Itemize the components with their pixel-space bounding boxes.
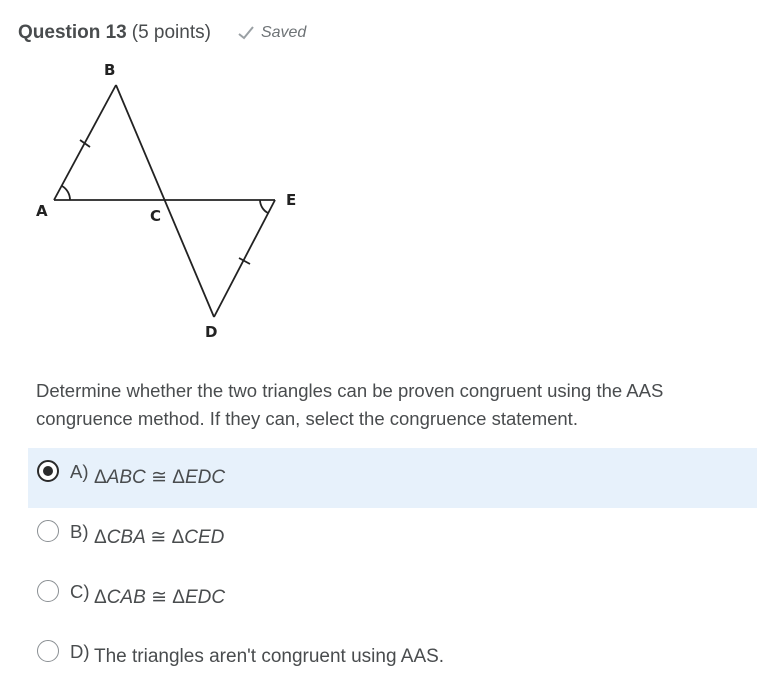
label-c: C bbox=[150, 207, 162, 225]
option-letter: C) bbox=[70, 581, 90, 602]
triangle-symbol: Δ bbox=[172, 467, 185, 488]
option-letter: B) bbox=[70, 521, 89, 542]
triangle-figure bbox=[28, 55, 313, 345]
congruent-symbol: ≅ bbox=[151, 587, 167, 608]
triangle-right: EDC bbox=[184, 587, 226, 608]
label-b: B bbox=[104, 61, 116, 79]
saved-label: Saved bbox=[260, 24, 307, 41]
triangle-symbol: Δ bbox=[94, 587, 107, 608]
triangle-right: CED bbox=[184, 527, 225, 548]
radio-button-c[interactable] bbox=[37, 580, 59, 602]
radio-button-b[interactable] bbox=[37, 520, 59, 542]
triangle-symbol: Δ bbox=[171, 527, 185, 548]
triangle-left: CAB bbox=[106, 587, 146, 608]
option-statement bbox=[94, 586, 225, 609]
triangle-left: ABC bbox=[106, 467, 146, 488]
label-d: D bbox=[205, 323, 218, 341]
saved-status bbox=[237, 24, 306, 42]
option-letter: D) bbox=[70, 641, 90, 662]
radio-button-d[interactable] bbox=[37, 640, 59, 662]
triangle-left: CBA bbox=[106, 527, 146, 548]
question-points: (5 points) bbox=[131, 22, 211, 43]
congruent-symbol: ≅ bbox=[150, 527, 167, 548]
segment-de bbox=[214, 200, 275, 317]
question-header bbox=[18, 20, 306, 46]
option-statement bbox=[94, 526, 224, 549]
label-a: A bbox=[36, 202, 48, 220]
option-statement: The triangles aren't congruent using AAS. bbox=[94, 646, 445, 667]
option-a[interactable] bbox=[28, 448, 757, 508]
triangle-symbol: Δ bbox=[172, 587, 185, 608]
triangle-right: EDC bbox=[184, 467, 226, 488]
label-e: E bbox=[286, 191, 297, 209]
option-letter: A) bbox=[70, 461, 89, 482]
segment-bd bbox=[116, 85, 214, 317]
question-title: Question 13 bbox=[18, 22, 127, 43]
check-icon bbox=[237, 25, 255, 41]
option-d[interactable] bbox=[28, 628, 757, 688]
option-statement bbox=[94, 466, 225, 489]
triangle-symbol: Δ bbox=[94, 527, 107, 548]
angle-arc-a bbox=[62, 186, 70, 200]
option-c[interactable] bbox=[28, 568, 757, 628]
question-prompt: Determine whether the two triangles can be proven congruent using the AAS congruence method. If they can, select the congruence statement. bbox=[36, 380, 664, 429]
radio-selected-dot bbox=[43, 466, 53, 476]
radio-button-a[interactable] bbox=[37, 460, 59, 482]
answer-options bbox=[28, 448, 757, 688]
figure-lines bbox=[54, 85, 275, 317]
congruent-symbol: ≅ bbox=[151, 467, 167, 488]
angle-arc-e bbox=[260, 200, 268, 213]
option-b[interactable] bbox=[28, 508, 757, 568]
triangle-symbol: Δ bbox=[94, 467, 107, 488]
